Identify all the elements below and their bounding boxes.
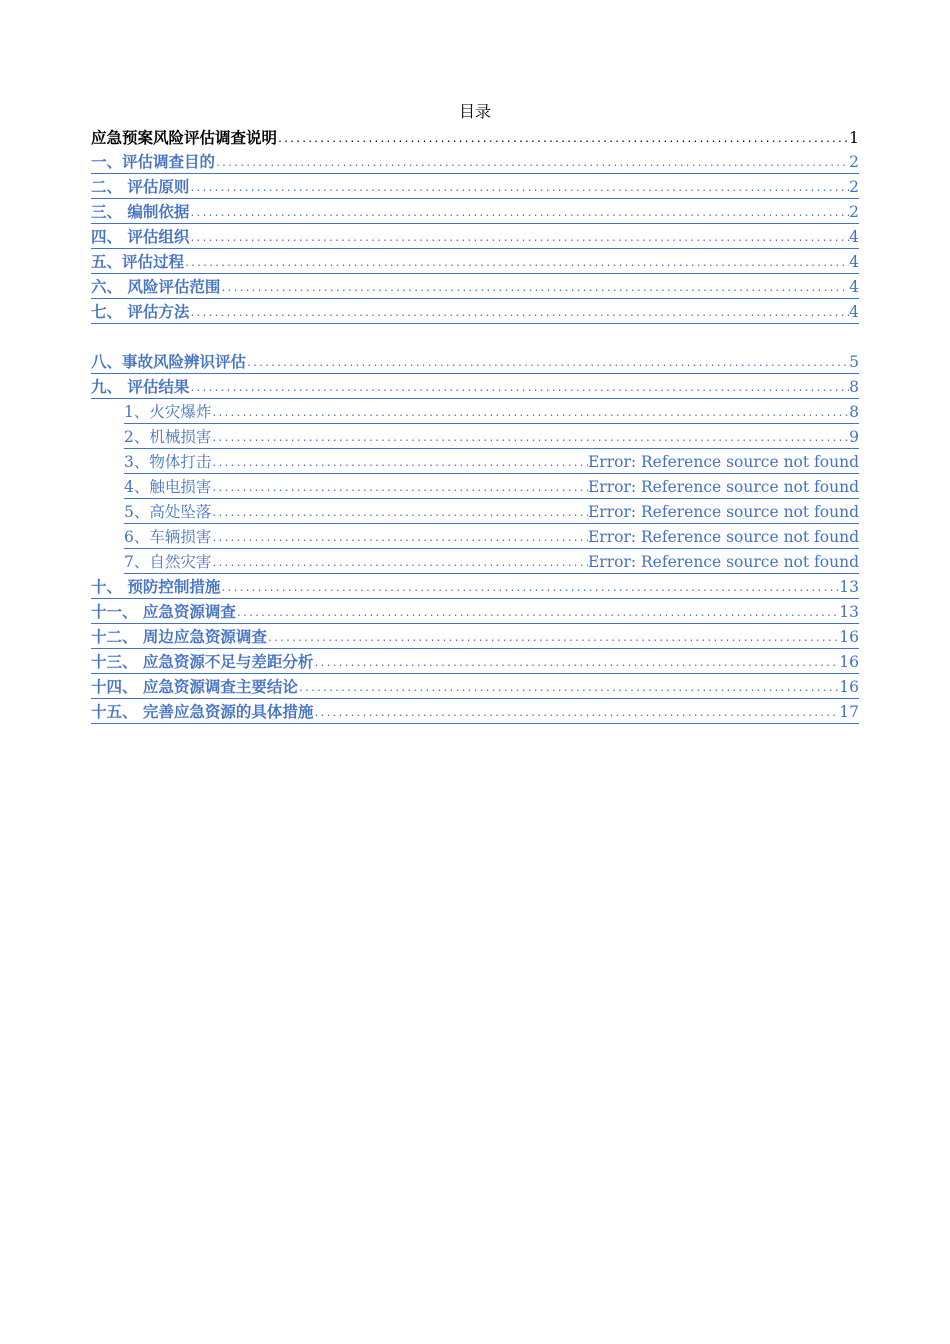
- toc-link-entry[interactable]: [91, 249, 859, 274]
- toc-link-entry[interactable]: [91, 374, 859, 399]
- toc-entry-page: 17: [839, 701, 859, 724]
- toc-dot-leader: [267, 630, 839, 649]
- toc-link-entry[interactable]: [91, 149, 859, 174]
- toc-dot-leader: [220, 280, 849, 299]
- toc-entry-page: 16: [839, 676, 859, 699]
- toc-entry-page: 4: [849, 251, 859, 274]
- toc-entry-label: 十一、 应急资源调查: [91, 601, 236, 624]
- toc-dot-leader: [277, 131, 849, 149]
- toc-entry-label: 十五、 完善应急资源的具体措施: [91, 701, 313, 724]
- toc-dot-leader: [236, 605, 839, 624]
- toc-link-entry[interactable]: [91, 599, 859, 624]
- toc-dot-leader: [184, 255, 849, 274]
- toc-entry-page: 4: [849, 276, 859, 299]
- toc-entry-label: 二、 评估原则: [91, 176, 189, 199]
- toc-entry-label: 6、车辆损害: [124, 526, 211, 549]
- toc-dot-leader: [298, 680, 839, 699]
- toc-dot-leader: [220, 580, 839, 599]
- toc-entry-page: Error: Reference source not found: [588, 501, 859, 524]
- toc-link-subentry[interactable]: [91, 424, 859, 449]
- toc-dot-leader: [189, 180, 849, 199]
- toc-entry-label: 六、 风险评估范围: [91, 276, 220, 299]
- toc-link-entry[interactable]: [91, 174, 859, 199]
- toc-entry-page: 1: [849, 129, 859, 147]
- toc-entry-label: 四、 评估组织: [91, 226, 189, 249]
- toc-dot-leader: [211, 505, 588, 524]
- toc-dot-leader: [246, 355, 849, 374]
- toc-entry-label: 三、 编制依据: [91, 201, 189, 224]
- toc-dot-leader: [313, 655, 839, 674]
- toc-entry-label: 十三、 应急资源不足与差距分析: [91, 651, 313, 674]
- table-of-contents: [91, 124, 859, 724]
- toc-dot-leader: [189, 305, 849, 324]
- toc-dot-leader: [313, 705, 839, 724]
- toc-entry-label: 八、事故风险辨识评估: [91, 351, 246, 374]
- toc-link-entry[interactable]: [91, 574, 859, 599]
- toc-entry-label: 7、自然灾害: [124, 551, 211, 574]
- toc-title: 目录: [458, 102, 491, 121]
- toc-entry-label: 5、高处坠落: [124, 501, 211, 524]
- toc-dot-leader: [189, 230, 849, 249]
- toc-entry-page: 13: [839, 576, 859, 599]
- toc-entry-page: 8: [849, 401, 859, 424]
- toc-entry-page: 4: [849, 301, 859, 324]
- toc-entry-page: 16: [839, 651, 859, 674]
- toc-link-entry[interactable]: [91, 299, 859, 324]
- toc-link-entry[interactable]: [91, 199, 859, 224]
- toc-entry-page: 13: [839, 601, 859, 624]
- toc-entry-page: 16: [839, 626, 859, 649]
- toc-link-subentry[interactable]: [91, 449, 859, 474]
- toc-entry-page: Error: Reference source not found: [588, 451, 859, 474]
- toc-entry-label: 七、 评估方法: [91, 301, 189, 324]
- toc-link-entry[interactable]: [91, 274, 859, 299]
- toc-entry-label: 十二、 周边应急资源调查: [91, 626, 267, 649]
- toc-entry-label: 九、 评估结果: [91, 376, 189, 399]
- toc-entry-label: 一、评估调查目的: [91, 151, 215, 174]
- toc-dot-leader: [211, 430, 849, 449]
- toc-entry-label: 十四、 应急资源调查主要结论: [91, 676, 298, 699]
- toc-entry-label: 五、评估过程: [91, 251, 184, 274]
- toc-link-entry[interactable]: [91, 349, 859, 374]
- toc-entry-label: 2、机械损害: [124, 426, 211, 449]
- toc-dot-leader: [211, 555, 588, 574]
- toc-entry-page: 5: [849, 351, 859, 374]
- toc-entry-page: 2: [849, 151, 859, 174]
- toc-dot-leader: [211, 405, 849, 424]
- toc-dot-leader: [189, 380, 849, 399]
- toc-dot-leader: [211, 530, 588, 549]
- toc-entry-page: 2: [849, 176, 859, 199]
- toc-entry-page: 2: [849, 201, 859, 224]
- toc-entry-label: 十、 预防控制措施: [91, 576, 220, 599]
- toc-link-subentry[interactable]: [91, 399, 859, 424]
- toc-entry-page: 9: [849, 426, 859, 449]
- toc-dot-leader: [189, 205, 849, 224]
- toc-entry[interactable]: [91, 124, 859, 149]
- toc-link-entry[interactable]: [91, 674, 859, 699]
- toc-dot-leader: [211, 455, 588, 474]
- toc-link-subentry[interactable]: [91, 499, 859, 524]
- toc-entry-page: 8: [849, 376, 859, 399]
- toc-entry-page: Error: Reference source not found: [588, 526, 859, 549]
- toc-link-entry[interactable]: [91, 649, 859, 674]
- toc-link-subentry[interactable]: [91, 549, 859, 574]
- toc-link-subentry[interactable]: [91, 474, 859, 499]
- toc-entry-label: 4、触电损害: [124, 476, 211, 499]
- toc-entry-label: 应急预案风险评估调查说明: [91, 128, 278, 147]
- toc-link-entry[interactable]: [91, 624, 859, 649]
- toc-link-entry[interactable]: [91, 224, 859, 249]
- toc-dot-leader: [211, 480, 588, 499]
- toc-entry-label: 1、火灾爆炸: [124, 401, 211, 424]
- toc-entry-page: 4: [849, 226, 859, 249]
- toc-link-entry[interactable]: [91, 699, 859, 724]
- toc-dot-leader: [215, 155, 849, 174]
- toc-entry-page: Error: Reference source not found: [588, 476, 859, 499]
- toc-entry-page: Error: Reference source not found: [588, 551, 859, 574]
- toc-link-subentry[interactable]: [91, 524, 859, 549]
- toc-entry-label: 3、物体打击: [124, 451, 211, 474]
